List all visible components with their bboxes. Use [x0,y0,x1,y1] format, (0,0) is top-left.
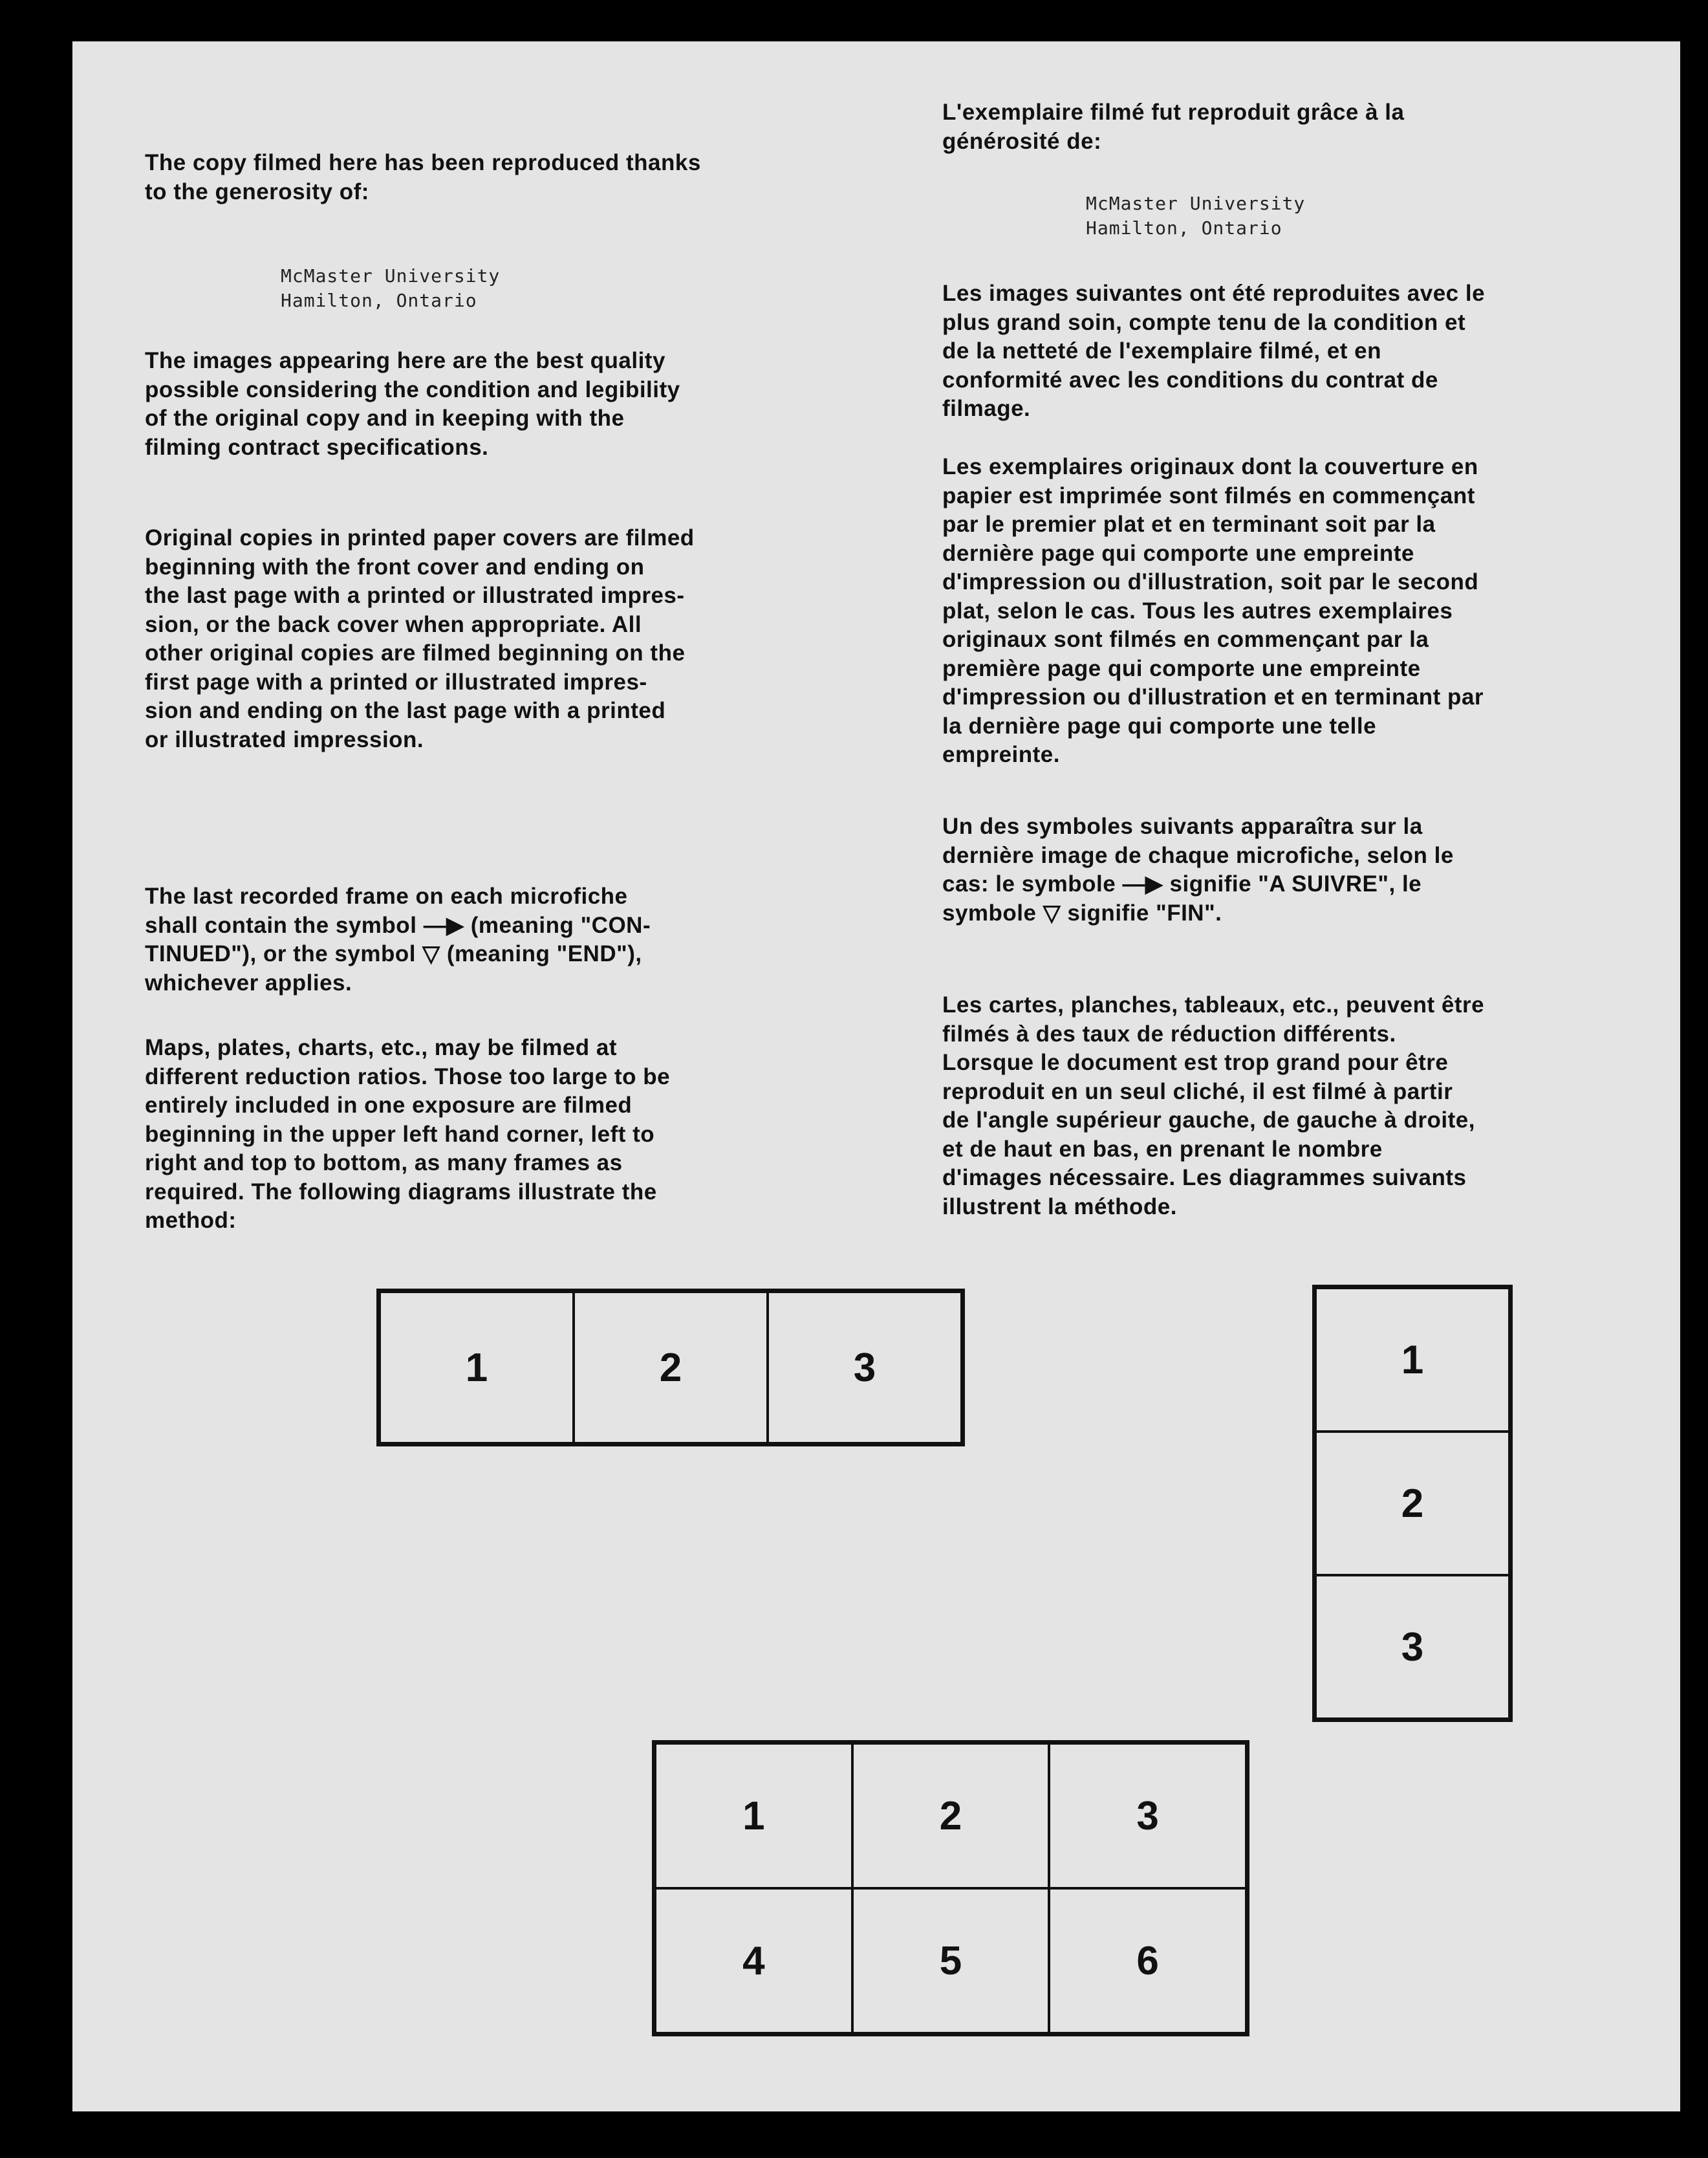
diagram-cell: 3 [768,1292,962,1443]
diagram-cell: 1 [655,1743,852,1888]
french-institution: McMaster University Hamilton, Ontario [1086,193,1306,239]
english-institution: McMaster University Hamilton, Ontario [281,265,501,311]
diagram-cell: 2 [574,1292,768,1443]
english-maps-text: Maps, plates, charts, etc., may be filmed at different reduction ratios. Those too large to be entirely included in one exposure are filmed beginning in the upper left hand corner, left to right and top to bottom, as many frames as required. The following diagrams illustrate the method: [145,1035,671,1233]
french-maps-text: Les cartes, planches, tableaux, etc., peuvent être filmés à des taux de réduction différents. Lorsque le document est trop grand pour être reproduit en un seul cliché, il est filmé à partir de l'angle supérieur gauche, de gauche à droite, et de haut en bas, en prenant le nombre d'images nécessaire. Les diagrammes suivants illustrent la méthode. [942,992,1485,1219]
diagram-cell: 1 [380,1292,574,1443]
diagram-cell: 5 [852,1888,1050,2033]
vertical-frame-diagram [1312,1285,1513,1722]
french-quality-text: Les images suivantes ont été reproduites avec le plus grand soin, compte tenu de la condition et de la netteté de l'exemplaire filmé, et en conformité avec les conditions du contrat de filmage. [942,281,1486,421]
english-covers-text: Original copies in printed paper covers are filmed beginning with the front cover and ending on the last page with a printed or illustrated impres- sion, or the back cover when appropriate. All other original copies are filmed beginning on the first page with a printed or illustrated impres- sion and ending on the last page with a printed or illustrated impression. [145,525,695,752]
horizontal-frame-diagram [376,1289,965,1446]
diagram-cell: 1 [1315,1288,1509,1432]
diagram-cell: 2 [1315,1432,1509,1575]
diagram-cell: 3 [1315,1575,1509,1719]
french-thanks-text: L'exemplaire filmé fut reproduit grâce à la générosité de: [942,100,1405,154]
diagram-cell: 3 [1049,1743,1246,1888]
grid-frame-diagram [652,1740,1249,2036]
french-symbols-text: Un des symboles suivants apparaîtra sur la dernière image de chaque microfiche, selon le cas: le symbole —▶ signifie "A SUIVRE", le symbole ▽ signifie "FIN". [942,814,1454,926]
microfiche-target-page [72,41,1680,2111]
english-thanks-text: The copy filmed here has been reproduced thanks to the generosity of: [145,150,701,204]
diagram-cell: 4 [655,1888,852,2033]
french-covers-text: Les exemplaires originaux dont la couverture en papier est imprimée sont filmés en commençant par le premier plat et en terminant soit par la dernière page qui comporte une empreinte d'impression ou d'illustration, soit par le second plat, selon le cas. Tous les autres exemplaires originaux sont filmés en commençant par la première page qui comporte une empreinte d'impression ou d'illustration et en terminant par la dernière page qui comporte une telle empreinte. [942,454,1484,767]
english-quality-text: The images appearing here are the best quality possible considering the condition and legibility of the original copy and in keeping with the filming contract specifications. [145,348,680,460]
english-symbols-text: The last recorded frame on each microfiche shall contain the symbol —▶ (meaning "CON- TINUED"), or the symbol ▽ (meaning "END"), whichever applies. [145,884,651,996]
diagram-cell: 2 [852,1743,1050,1888]
diagram-cell: 6 [1049,1888,1246,2033]
